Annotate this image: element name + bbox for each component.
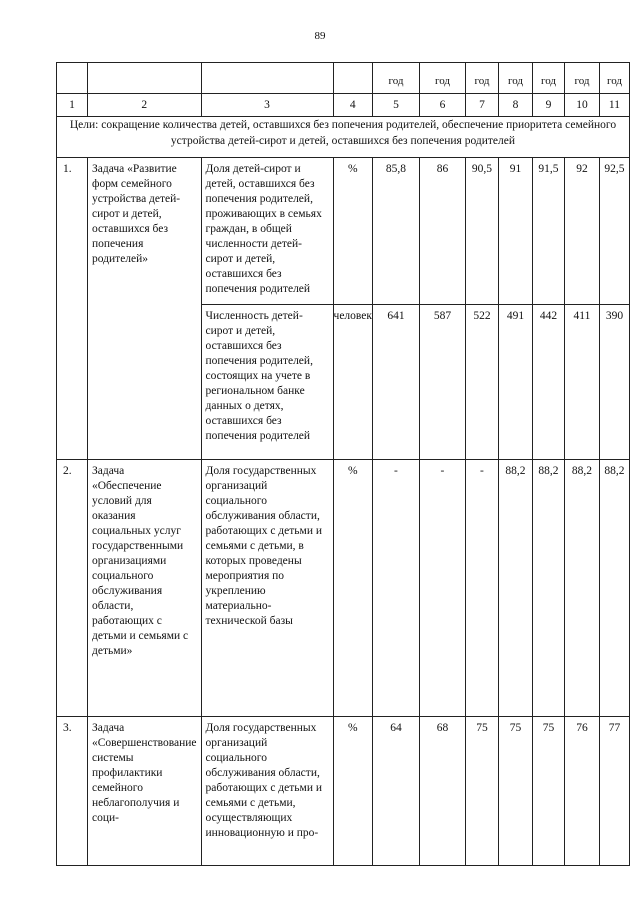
page-number: 89 <box>314 30 326 42</box>
task-text: Задача «Развитие форм семейного устройства детей-сирот и детей, оставшихся без попечения родителей» <box>88 158 202 460</box>
indicator-value: 91 <box>498 158 532 305</box>
row-number: 2. <box>57 460 88 717</box>
header-blank-cell <box>88 63 202 94</box>
indicator-name: Доля государственных организаций социального обслуживания области, работающих с детьми и семьями с детьми, в которых проведены мероприятия по укреплению материально-технической базы <box>201 460 333 717</box>
indicator-unit: % <box>333 717 372 866</box>
indicator-value: 88,2 <box>564 460 599 717</box>
indicator-value: 390 <box>599 305 629 460</box>
indicator-value: 91,5 <box>532 158 564 305</box>
indicator-value: 491 <box>498 305 532 460</box>
year-header: год <box>419 63 465 94</box>
indicator-value: 92 <box>564 158 599 305</box>
indicator-value: 88,2 <box>532 460 564 717</box>
indicator-value: 86 <box>419 158 465 305</box>
column-number: 11 <box>599 94 629 117</box>
indicator-value: 641 <box>372 305 419 460</box>
column-number: 7 <box>465 94 498 117</box>
indicator-unit: % <box>333 158 372 305</box>
column-number: 1 <box>57 94 88 117</box>
header-blank-cell <box>57 63 88 94</box>
indicator-value: 75 <box>465 717 498 866</box>
year-header: год <box>599 63 629 94</box>
table-row <box>57 158 630 305</box>
column-number: 8 <box>498 94 532 117</box>
indicator-value: 64 <box>372 717 419 866</box>
table-row <box>57 460 630 717</box>
indicator-unit: % <box>333 460 372 717</box>
column-number: 10 <box>564 94 599 117</box>
task-text: Задача «Совершенствование системы профилактики семейного неблагополучия и соци- <box>88 717 202 866</box>
indicator-value: 68 <box>419 717 465 866</box>
indicator-value: - <box>419 460 465 717</box>
indicator-value: - <box>372 460 419 717</box>
header-blank-cell <box>201 63 333 94</box>
indicator-value: 85,8 <box>372 158 419 305</box>
year-header: год <box>532 63 564 94</box>
indicators-table <box>56 62 630 866</box>
year-header: год <box>372 63 419 94</box>
indicator-name: Численность детей-сирот и детей, оставшихся без попечения родителей, состоящих на учете в региональном банке данных о детях, оставшихся без попечения родителей <box>201 305 333 460</box>
year-header: год <box>465 63 498 94</box>
indicator-value: 77 <box>599 717 629 866</box>
indicator-value: 411 <box>564 305 599 460</box>
indicator-name: Доля государственных организаций социального обслуживания области, работающих с детьми и семьями с детьми, осуществляющих инновационную и про- <box>201 717 333 866</box>
indicator-value: 522 <box>465 305 498 460</box>
indicator-value: 90,5 <box>465 158 498 305</box>
indicator-value: 75 <box>532 717 564 866</box>
table-row <box>57 717 630 866</box>
header-blank-cell <box>333 63 372 94</box>
row-number: 3. <box>57 717 88 866</box>
goal-text: Цели: сокращение количества детей, оставшихся без попечения родителей, обеспечение приоритета семейного устройства детей-сирот и детей, оставшихся без попечения родителей <box>57 117 630 158</box>
column-number: 2 <box>88 94 202 117</box>
column-number: 6 <box>419 94 465 117</box>
column-number: 3 <box>201 94 333 117</box>
goal-row <box>57 117 630 158</box>
year-header: год <box>498 63 532 94</box>
indicator-value: 442 <box>532 305 564 460</box>
indicator-value: 75 <box>498 717 532 866</box>
task-text: Задача «Обеспечение условий для оказания социальных услуг государственными организациями социального обслуживания области, работающих с детьми и семьями с детьми» <box>88 460 202 717</box>
column-number: 9 <box>532 94 564 117</box>
indicator-value: 587 <box>419 305 465 460</box>
indicator-name: Доля детей-сирот и детей, оставшихся без попечения родителей, проживающих в семьях граждан, в общей численности детей-сирот и детей, оставшихся без попечения родителей <box>201 158 333 305</box>
row-number: 1. <box>57 158 88 460</box>
indicator-value: 92,5 <box>599 158 629 305</box>
column-number: 4 <box>333 94 372 117</box>
header-year-row <box>57 63 630 94</box>
indicator-value: 88,2 <box>599 460 629 717</box>
indicator-value: - <box>465 460 498 717</box>
indicator-unit: человек <box>333 305 372 460</box>
indicator-value: 88,2 <box>498 460 532 717</box>
column-number-row <box>57 94 630 117</box>
indicator-value: 76 <box>564 717 599 866</box>
column-number: 5 <box>372 94 419 117</box>
year-header: год <box>564 63 599 94</box>
